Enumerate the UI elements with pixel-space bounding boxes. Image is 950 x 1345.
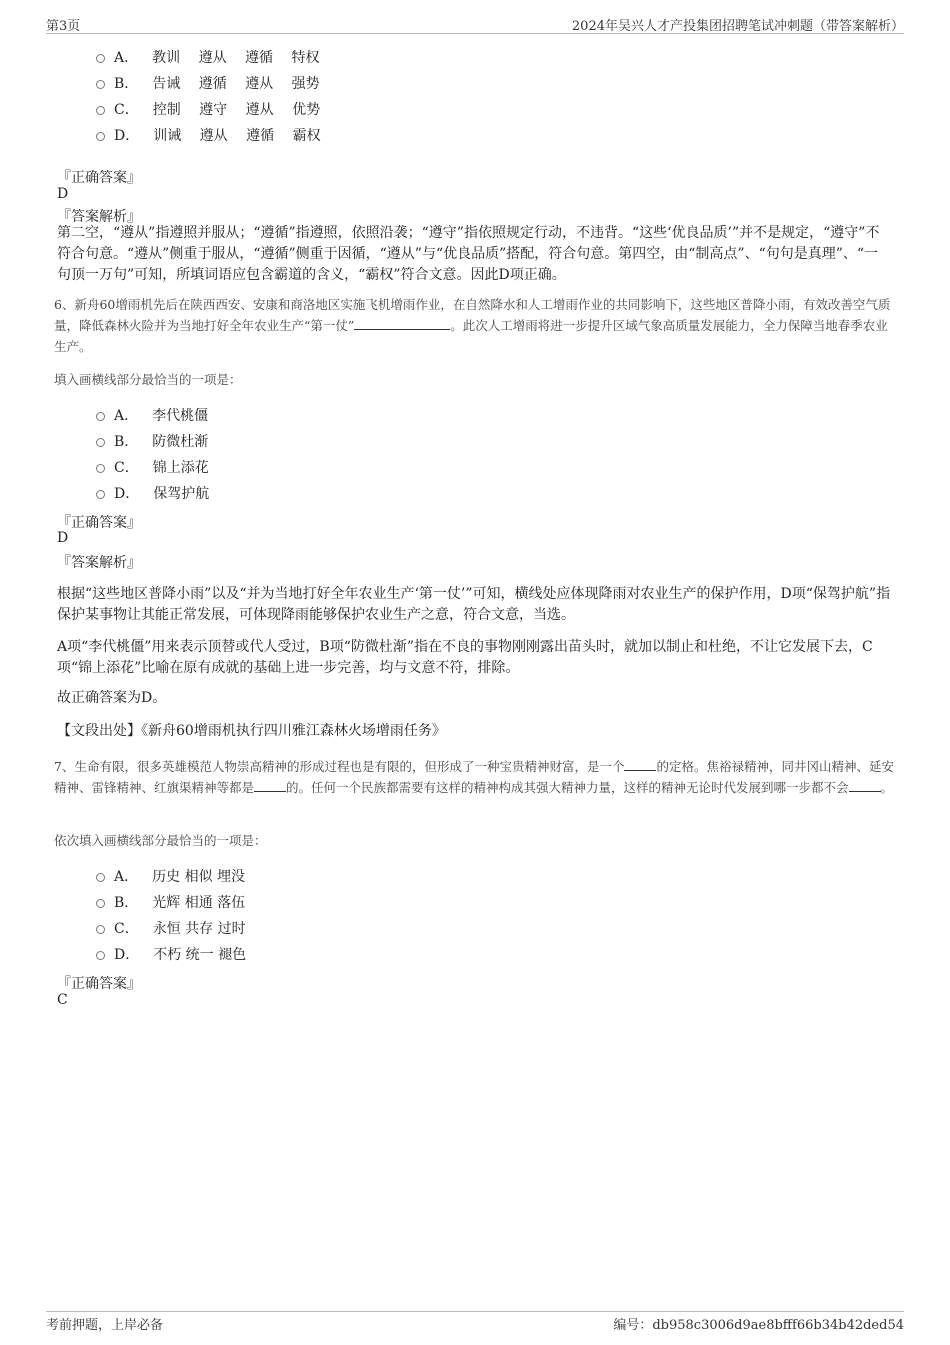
radio-icon[interactable] [96, 873, 105, 882]
q6-answer: D [57, 530, 69, 546]
q7-stem: 7、生命有限，很多英雄模范人物崇高精神的形成过程也是有限的，但形成了一种宝贵精神财富，是一个 的定格。焦裕禄精神，同井冈山精神、延安精神、雷锋精神、红旗渠精神等都是 的。任何一个民族都需要有这样的精神构成其强大精神力量，这样的精神无论时代发展到哪一步都不会 。 [54, 759, 894, 795]
q7-option-b[interactable]: B． 光辉 相通 落伍 [96, 892, 245, 912]
q6-option-c[interactable]: C． 锦上添花 [96, 457, 209, 477]
q5-option-d[interactable]: D． 训诫 遵从 遵循 霸权 [96, 125, 321, 145]
q5-answer: D [57, 186, 69, 202]
radio-icon[interactable] [96, 54, 105, 63]
footer-divider [46, 1311, 904, 1312]
radio-icon[interactable] [96, 951, 105, 960]
radio-icon[interactable] [96, 899, 105, 908]
q7-option-a[interactable]: A． 历史 相似 埋没 [96, 866, 245, 886]
q7-prompt: 依次填入画横线部分最恰当的一项是： [54, 833, 267, 848]
radio-icon[interactable] [96, 438, 105, 447]
q7-blank-2 [254, 779, 286, 792]
q7-option-d[interactable]: D． 不朽 统一 褪色 [96, 944, 246, 964]
q7-blank-3 [849, 779, 881, 792]
q6-analysis-label: 『答案解析』 [57, 555, 141, 571]
radio-icon[interactable] [96, 490, 105, 499]
q5-answer-label: 『正确答案』 [57, 170, 141, 186]
q5-analysis: 第二空，“遵从”指遵照并服从；“遵循”指遵照，依照沿袭；“遵守”指依照规定行动，不违背。“这些‘优良品质’”并不是规定，“遵守”不符合句意。“遵从”侧重于服从，“遵循”侧重于因循，“遵从”与“优良品质”搭配，符合句意。第四空，由“制高点”、“句句是真理”、“一句顶一万句”可知，所填词语应包含霸道的含义，“霸权”符合文意。因此D项正确。 [57, 225, 880, 283]
q6-analysis-p3: 故正确答案为D。 [57, 690, 167, 706]
q6-prompt: 填入画横线部分最恰当的一项是： [54, 372, 242, 387]
q5-option-a[interactable]: A． 教训 遵从 遵循 特权 [96, 47, 319, 67]
q6-analysis-p2: A项“李代桃僵”用来表示顶替或代人受过，B项“防微杜渐”指在不良的事物刚刚露出苗头时，就加以制止和杜绝，不让它发展下去，C项“锦上添花”比喻在原有成就的基础上进一步完善，均与文意不符，排除。 [57, 639, 873, 676]
q5-option-b[interactable]: B． 告诫 遵循 遵从 强势 [96, 73, 320, 93]
radio-icon[interactable] [96, 464, 105, 473]
q7-blank-1 [624, 758, 656, 771]
q7-answer-label: 『正确答案』 [57, 976, 141, 992]
document-title: 2024年吴兴人才产投集团招聘笔试冲刺题（带答案解析） [571, 19, 904, 34]
q6-option-d[interactable]: D． 保驾护航 [96, 483, 209, 503]
q6-option-b[interactable]: B． 防微杜渐 [96, 431, 208, 451]
q7-answer: C [57, 992, 68, 1008]
radio-icon[interactable] [96, 80, 105, 89]
q6-answer-label: 『正确答案』 [57, 515, 141, 531]
footer-slogan: 考前押题，上岸必备 [46, 1318, 164, 1333]
q6-option-a[interactable]: A． 李代桃僵 [96, 405, 208, 425]
q6-source: 【文段出处】《新舟60增雨机执行四川雅江森林火场增雨任务》 [57, 723, 446, 739]
radio-icon[interactable] [96, 412, 105, 421]
q6-analysis-p1: 根据“这些地区普降小雨”以及“并为当地打好全年农业生产‘第一仗’”可知，横线处应体现降雨对农业生产的保护作用，D项“保驾护航”指保护某事物让其能正常发展，可体现降雨能够保护农业生产之意，符合文意，当选。 [57, 586, 891, 623]
radio-icon[interactable] [96, 132, 105, 141]
document-id: 编号：db958c3006d9ae8bfff66b34b42ded54 [613, 1318, 904, 1333]
radio-icon[interactable] [96, 925, 105, 934]
q6-stem: 6、新舟60增雨机先后在陕西西安、安康和商洛地区实施飞机增雨作业，在自然降水和人工增雨作业的共同影响下，这些地区普降小雨，有效改善空气质量，降低森林火险并为当地打好全年农业生产“第一仗” 。此次人工增雨将进一步提升区域气象高质量发展能力，全力保障当地春季农业生产。 [54, 297, 891, 354]
q5-analysis-label: 『答案解析』 [57, 209, 141, 225]
q6-blank [354, 317, 450, 330]
q5-option-c[interactable]: C． 控制 遵守 遵从 优势 [96, 99, 320, 119]
q7-option-c[interactable]: C． 永恒 共存 过时 [96, 918, 246, 938]
page-number: 第3页 [46, 19, 81, 34]
radio-icon[interactable] [96, 106, 105, 115]
header-divider [46, 33, 904, 34]
